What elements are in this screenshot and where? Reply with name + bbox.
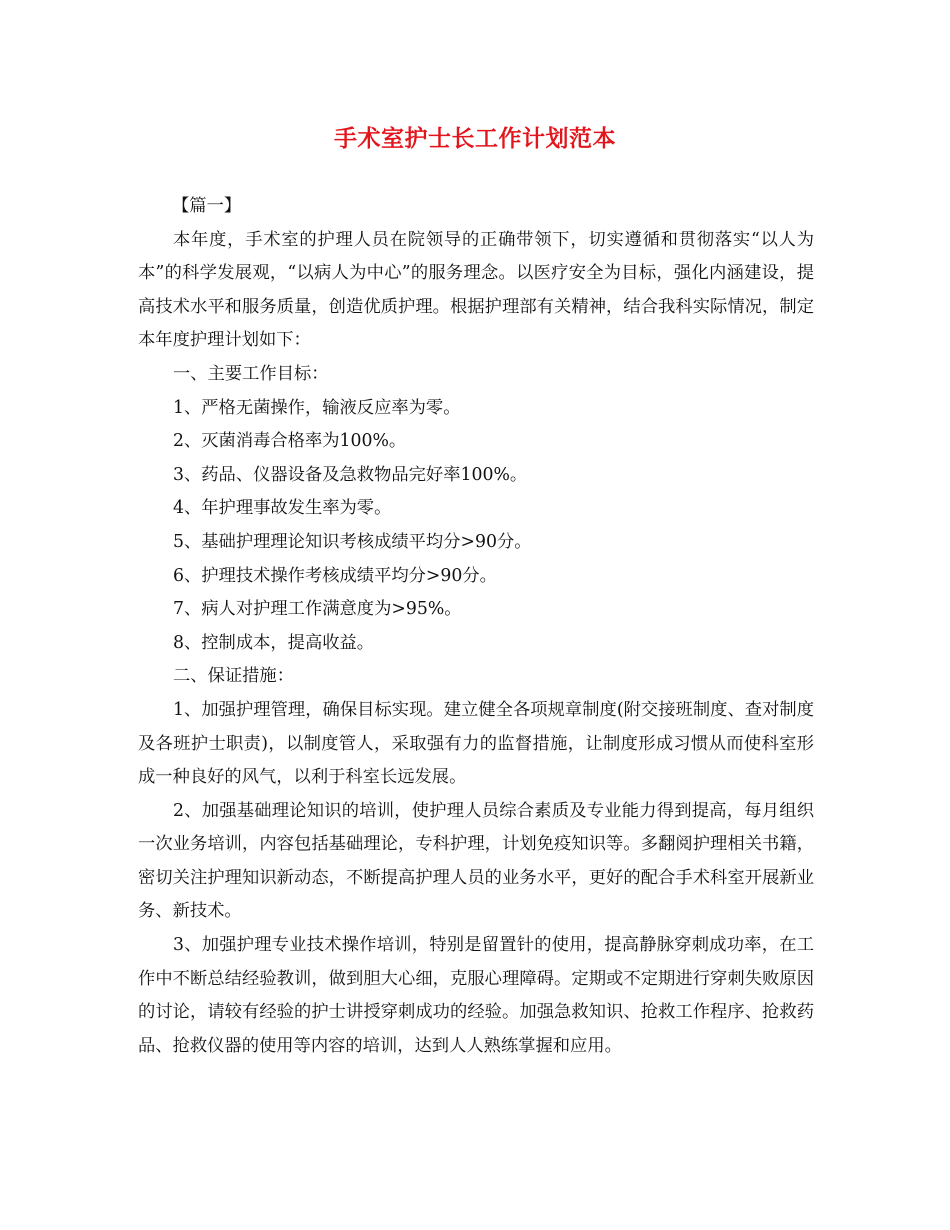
goal-item: 8、控制成本，提高收益。	[173, 632, 375, 653]
document-body	[138, 190, 814, 1063]
goal-item: 7、病人对护理工作满意度为>95%。	[173, 599, 462, 620]
measure-paragraph: 3、加强护理专业技术操作培训，特别是留置针的使用，提高静脉穿刺成功率，在工作中不断总结经验教训，做到胆大心细，克服心理障碍。定期或不定期进行穿刺失败原因的讨论，请较有经验的护士讲授穿刺成功的经验。加强急救知识、抢救工作程序、抢救药品、抢救仪器的使用等内容的培训，达到人人熟练掌握和应用。	[138, 935, 814, 1056]
goal-item: 4、年护理事故发生率为零。	[173, 498, 392, 519]
goal-item: 2、灭菌消毒合格率为100%。	[173, 431, 407, 452]
intro-paragraph: 本年度，手术室的护理人员在院领导的正确带领下，切实遵循和贯彻落实“以人为本”的科学发展观，“以病人为中心”的服务理念。以医疗安全为目标，强化内涵建设，提高技术水平和服务质量，创造优质护理。根据护理部有关精神，结合我科实际情况，制定本年度护理计划如下：	[138, 229, 814, 351]
document-title: 手术室护士长工作计划范本	[334, 126, 616, 152]
goal-item: 6、护理技术操作考核成绩平均分>90分。	[173, 565, 497, 586]
measures-heading: 二、保证措施：	[173, 666, 294, 687]
goal-item: 1、严格无菌操作，输液反应率为零。	[173, 397, 461, 418]
measure-paragraph: 2、加强基础理论知识的培训，使护理人员综合素质及专业能力得到提高，每月组织一次业务培训，内容包括基础理论，专科护理，计划免疫知识等。多翻阅护理相关书籍，密切关注护理知识新动态，不断提高护理人员的业务水平，更好的配合手术科室开展新业务、新技术。	[138, 800, 814, 922]
measure-paragraph: 1、加强护理管理，确保目标实现。建立健全各项规章制度(附交接班制度、查对制度及各班护士职责)，以制度管人，采取强有力的监督措施，让制度形成习惯从而使科室形成一种良好的风气，以利于科室长远发展。	[138, 699, 814, 788]
goals-heading: 一、主要工作目标：	[173, 363, 329, 384]
section-mark: 【篇一】	[172, 196, 242, 216]
goal-item: 3、药品、仪器设备及急救物品完好率100%。	[173, 464, 528, 485]
goal-item: 5、基础护理理论知识考核成绩平均分>90分。	[173, 531, 532, 552]
